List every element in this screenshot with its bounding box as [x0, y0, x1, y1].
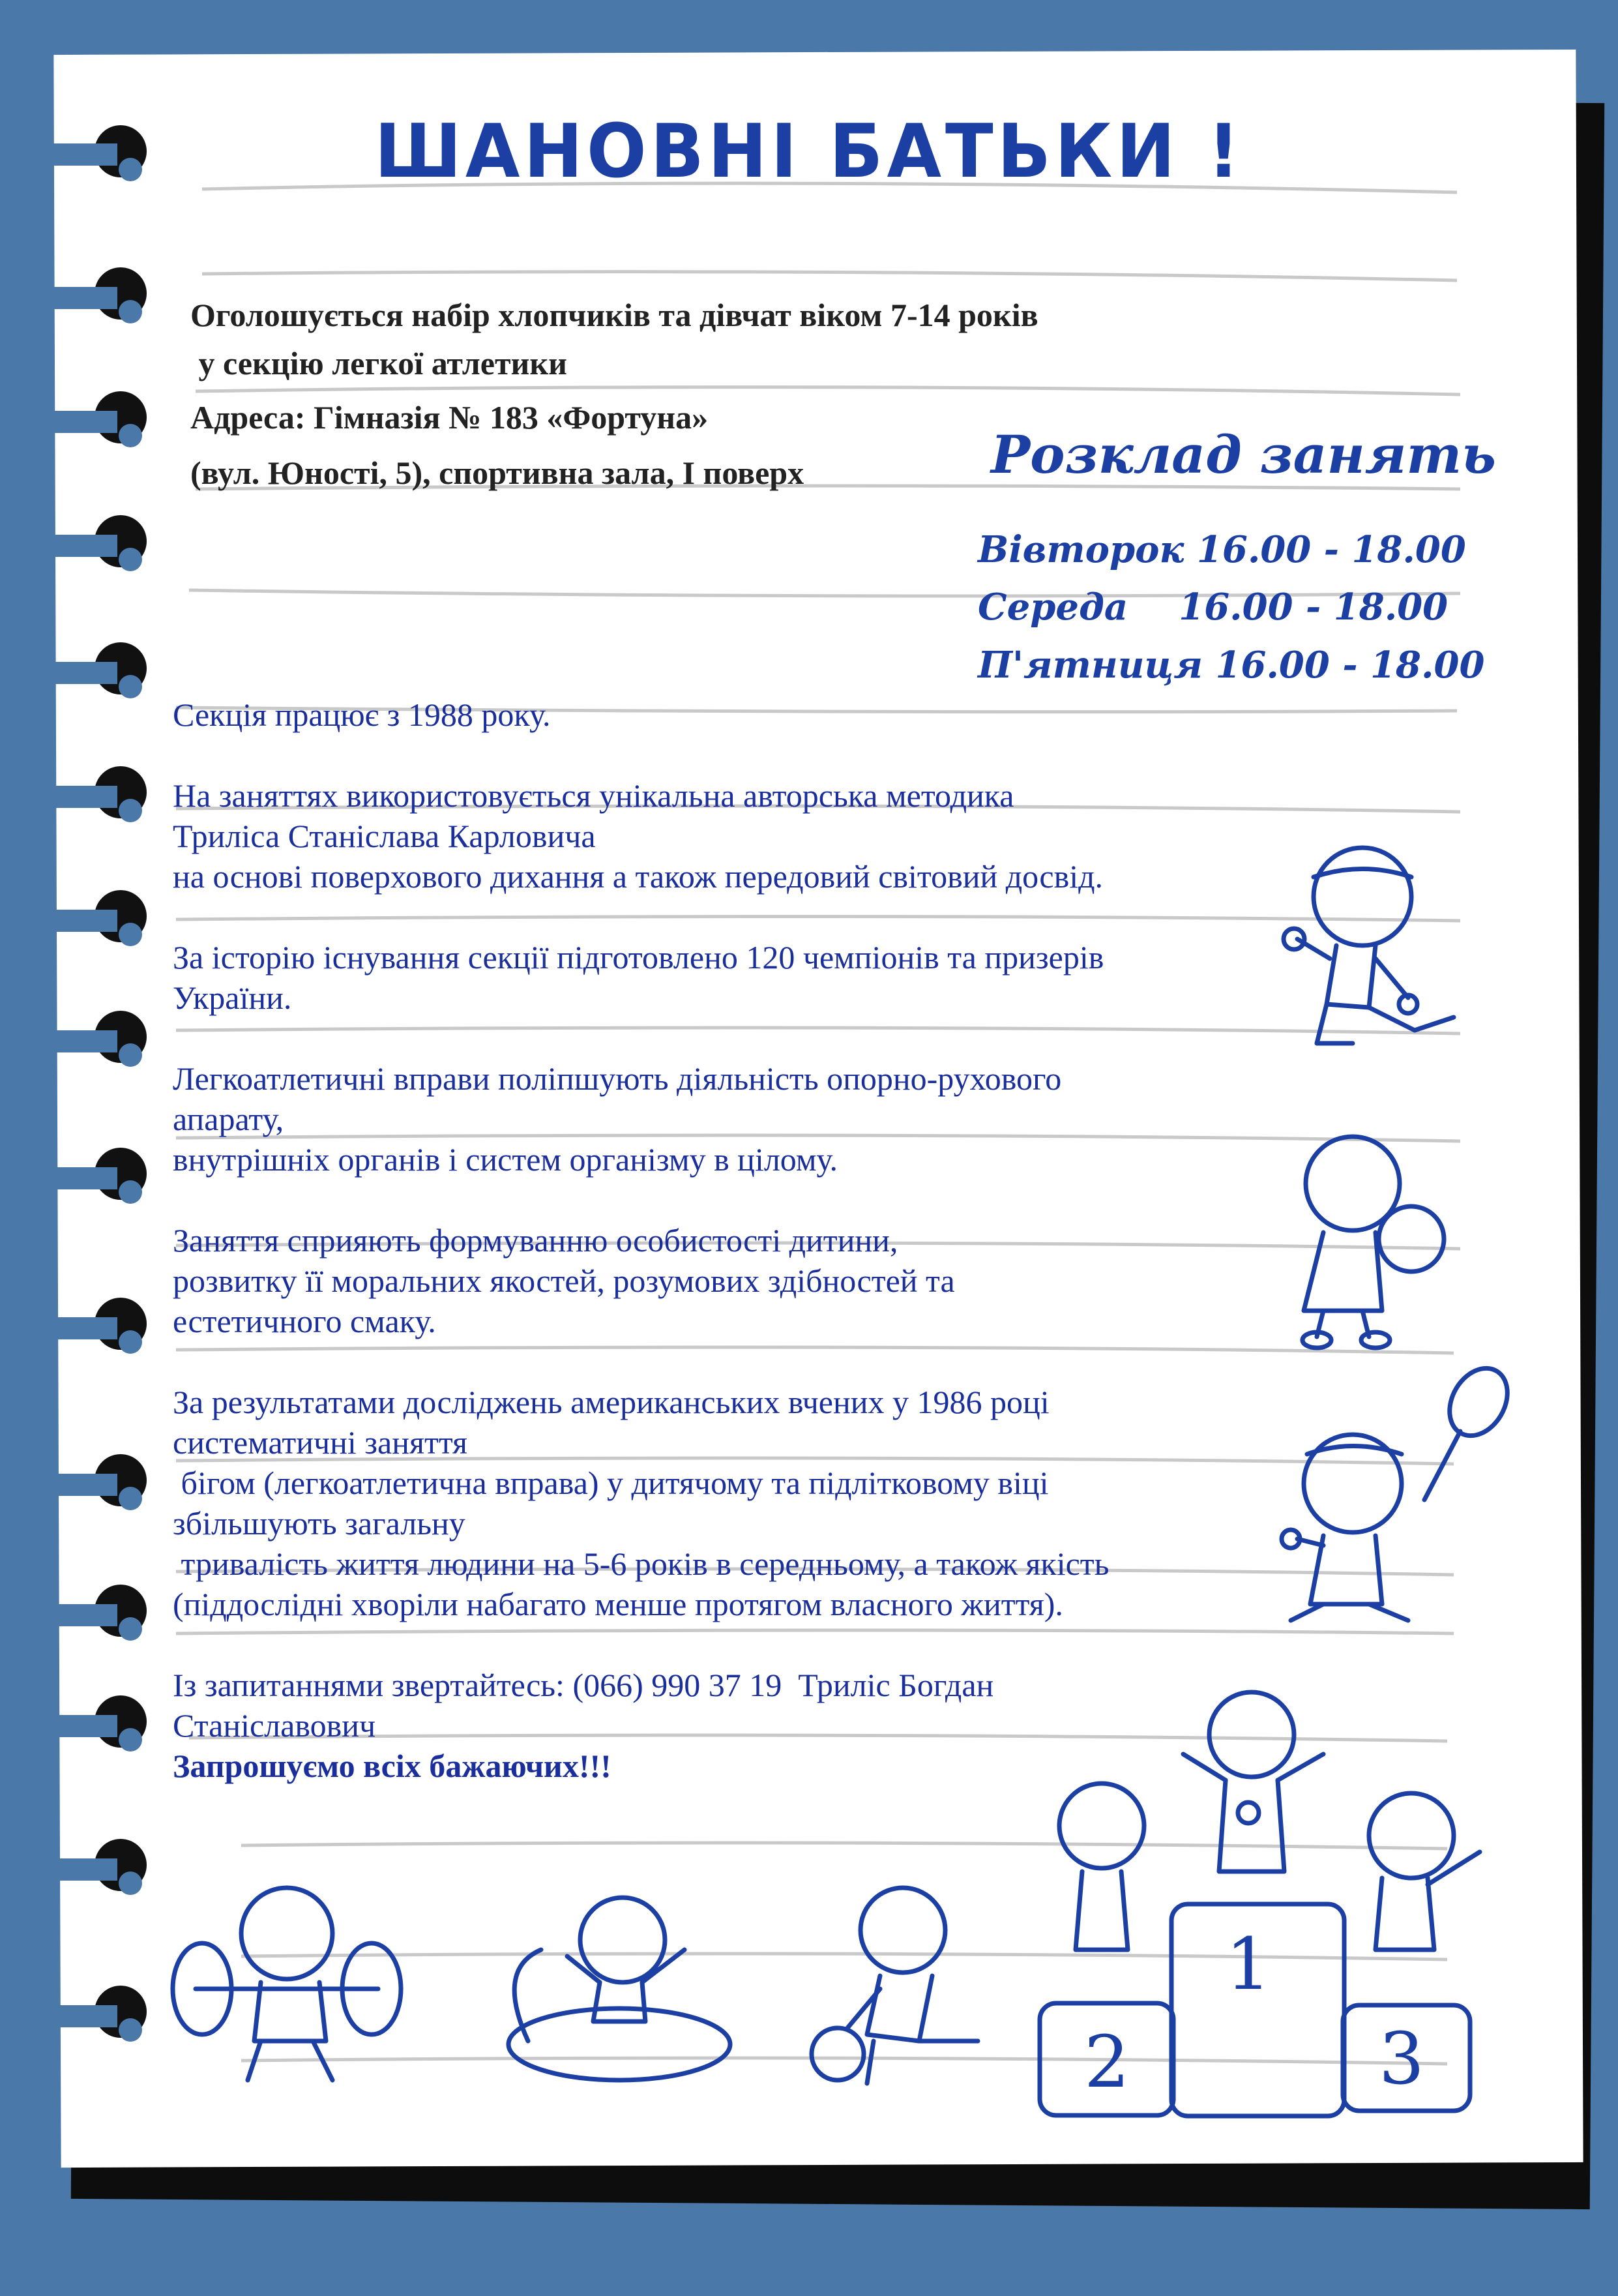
text-line: (піддослідні хворіли набагато менше протягом власного життя).: [173, 1586, 1063, 1622]
text-line: На заняттях використовується унікальна авторська методика: [173, 777, 1014, 814]
contact-line: Станіславович: [173, 1707, 376, 1744]
text-line: України.: [173, 979, 292, 1016]
text-line: Секція працює з 1988 року.: [173, 696, 551, 733]
text-line: Триліса Станіслава Карловича: [173, 818, 596, 854]
podium-first: 1: [1226, 1922, 1271, 2006]
text-line: Легкоатлетичні вправи поліпшують діяльність опорно-рухового: [173, 1060, 1062, 1097]
text-line: тривалість життя людини на 5-6 років в середньому, а також якість: [173, 1545, 1110, 1582]
text-line: За історію існування секції підготовлено 120 чемпіонів та призерів: [173, 939, 1104, 976]
page-title: ШАНОВНІ БАТЬКИ !: [374, 108, 1244, 195]
text-line: бігом (легкоатлетична вправа) у дитячому та підлітковому віці: [173, 1465, 1049, 1501]
text-line: розвитку її моральних якостей, розумових здібностей та: [173, 1262, 955, 1299]
schedule-row: Середа 16.00 - 18.00: [978, 586, 1449, 629]
intro-line: у секцію легкої атлетики: [190, 345, 567, 381]
text-line: Заняття сприяють формуванню особистості дитини,: [173, 1222, 898, 1259]
text-line: За результатами досліджень американських вчених у 1986 році: [173, 1384, 1050, 1420]
surfing-kid-icon: [508, 1898, 730, 2080]
text-line: на основі поверхового дихання а також передовий світовий досвід.: [173, 858, 1104, 895]
weightlifting-kid-icon: [173, 1888, 401, 2080]
invite-line: Запрошуємо всіх бажаючих!!!: [173, 1748, 611, 1784]
podium-second: 2: [1084, 2020, 1130, 2104]
schedule-title: Розклад занять: [991, 424, 1496, 485]
basketball-kid-icon: [812, 1888, 978, 2083]
address-line: Адреса: Гімназія № 183 «Фортуна»: [190, 399, 709, 436]
tennis-kid-icon: [1282, 1358, 1519, 1620]
intro-line: Оголошується набір хлопчиків та дівчат віком 7-14 років: [190, 297, 1038, 333]
boxing-kid-icon: [1302, 1137, 1444, 1348]
text-line: апарату,: [173, 1101, 284, 1137]
text-line: систематичні заняття: [173, 1424, 468, 1461]
schedule-row: П'ятниця 16.00 - 18.00: [978, 644, 1485, 687]
podium-third: 3: [1379, 2017, 1424, 2100]
contact-line: Із запитаннями звертайтесь: (066) 990 37 19 Триліс Богдан: [173, 1667, 994, 1703]
schedule-row: Вівторок 16.00 - 18.00: [978, 528, 1466, 571]
podium-kids-icon: [1059, 1692, 1480, 1950]
text-line: збільшують загальну: [173, 1505, 465, 1542]
address-line: (вул. Юності, 5), спортивна зала, I поверх: [190, 455, 804, 491]
running-kid-icon: [1284, 848, 1454, 1043]
text-line: естетичного смаку.: [173, 1303, 436, 1339]
text-line: внутрішніх органів і систем організму в цілому.: [173, 1141, 838, 1178]
